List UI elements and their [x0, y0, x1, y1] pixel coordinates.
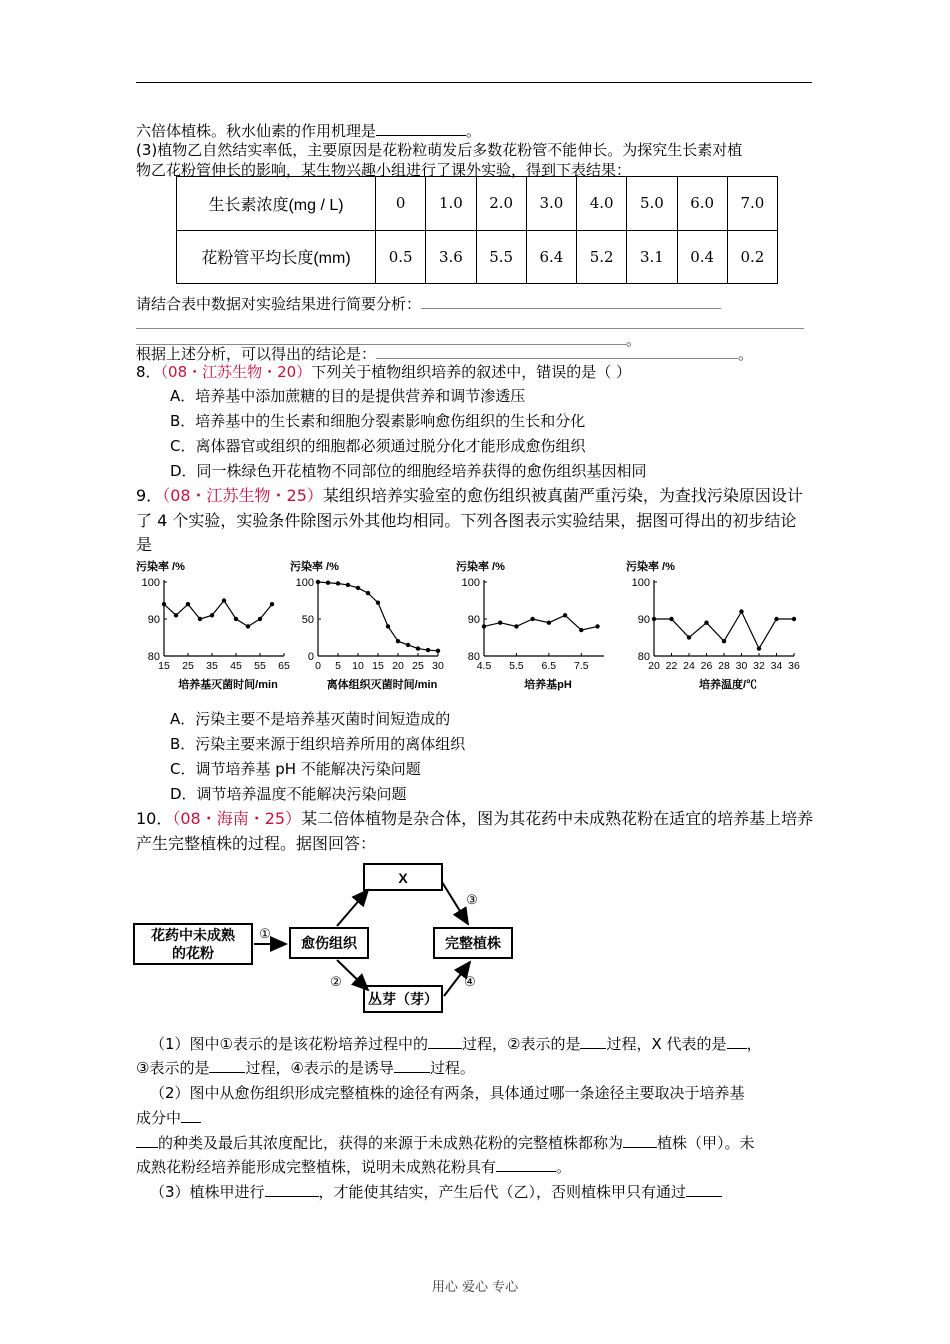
- shoot-label: 丛芽（芽）: [368, 991, 438, 1007]
- x-tick-label: 4.5: [476, 660, 492, 672]
- data-point: [739, 609, 743, 613]
- callus-label: 愈伤组织: [301, 935, 357, 951]
- data-point: [386, 624, 390, 628]
- text: ，才能使其结实，产生后代（乙），否则植株甲只有通过: [318, 1183, 687, 1201]
- data-point: [436, 649, 440, 653]
- data-point: [687, 635, 691, 639]
- text-line: (3)植物乙自然结实率低，主要原因是花粉粒萌发后多数花粉管不能伸长。为探究生长素对植: [136, 141, 743, 159]
- y-axis-label: 污染率 /%: [626, 561, 675, 573]
- data-point: [366, 591, 370, 595]
- table-cell: 2.0: [476, 177, 526, 231]
- table-cell: 6.0: [677, 177, 727, 231]
- x-tick-label: 36: [788, 660, 800, 672]
- table-cell: 3.6: [426, 230, 476, 284]
- answer-blank[interactable]: [181, 1108, 201, 1123]
- answer-blank[interactable]: [136, 330, 626, 345]
- series-line: [164, 601, 272, 627]
- data-point: [482, 624, 486, 628]
- data-point: [316, 580, 320, 584]
- answer-blank[interactable]: [136, 1133, 158, 1148]
- answer-blank[interactable]: [394, 1058, 430, 1073]
- data-point: [174, 613, 178, 617]
- x-axis-label: 离体组织灭菌时间/min: [326, 679, 438, 691]
- tissue-culture-diagram: [132, 860, 532, 1024]
- step-4-label: ④: [464, 974, 476, 989]
- y-tick-label: 100: [631, 577, 650, 589]
- table-cell: 6.4: [526, 230, 576, 284]
- answer-blank[interactable]: [376, 344, 738, 359]
- table-row: [177, 177, 778, 231]
- y-axis-label: 污染率 /%: [136, 561, 185, 573]
- chart-2: [286, 558, 446, 697]
- table-cell: 0.5: [376, 230, 426, 284]
- option-a[interactable]: A．培养基中添加蔗糖的目的是提供营养和调节渗透压: [170, 387, 526, 405]
- x-tick-label: 26: [700, 660, 713, 672]
- text: 。: [466, 122, 482, 140]
- text: 。: [626, 331, 642, 349]
- data-point: [774, 617, 778, 621]
- data-point: [498, 621, 502, 625]
- text: 根据上述分析，可以得出的结论是：: [136, 345, 377, 363]
- y-tick-label: 80: [467, 651, 480, 663]
- pollen-label-1: 花药中未成熟: [151, 927, 235, 943]
- data-point: [669, 617, 673, 621]
- chart-2-svg: [286, 558, 446, 693]
- q10-sub2-line3: [136, 1133, 755, 1153]
- chart-4-svg: [622, 558, 802, 693]
- data-point: [722, 639, 726, 643]
- question-text: 下列关于植物组织培养的叙述中，错误的是（ ）: [311, 363, 632, 381]
- y-tick-label: 90: [147, 614, 160, 626]
- data-point: [396, 639, 400, 643]
- q10-sub2: （2）图中从愈伤组织形成完整植株的途径有两条，具体通过哪一条途径主要取决于培养基: [150, 1084, 745, 1102]
- chart-3-svg: [452, 558, 612, 693]
- table-cell: 4.0: [577, 177, 627, 231]
- table-cell: 0.4: [677, 230, 727, 284]
- page-footer: 用心 爱心 专心: [431, 1280, 519, 1295]
- text: 请结合表中数据对实验结果进行简要分析：: [136, 295, 422, 313]
- table-cell: 5.2: [577, 230, 627, 284]
- x-tick-label: 20: [392, 660, 404, 672]
- step-2-label: ②: [330, 974, 342, 989]
- pollen-label-2: 的花粉: [172, 945, 214, 961]
- data-point: [186, 602, 190, 606]
- table-cell: 5.0: [627, 177, 677, 231]
- answer-blank[interactable]: [623, 1133, 657, 1148]
- diagram-svg: [132, 860, 532, 1020]
- chart-4: [622, 558, 802, 697]
- data-point: [356, 586, 360, 590]
- text: 过程，④表示的是诱导: [245, 1059, 394, 1077]
- table-cell: 0.2: [727, 230, 777, 284]
- option-b[interactable]: B．培养基中的生长素和细胞分裂素影响愈伤组织的生长和分化: [170, 412, 586, 430]
- question-number: 10．: [136, 809, 173, 828]
- table-cell: 7.0: [727, 177, 777, 231]
- y-axis-label: 污染率 /%: [290, 561, 339, 573]
- y-tick-label: 80: [147, 651, 160, 663]
- question-9-line2: 了 4 个实验，实验条件除图示外其他均相同。下列各图表示实验结果，据图可得出的初步结论: [136, 511, 797, 530]
- answer-blank[interactable]: [428, 1034, 462, 1049]
- data-point: [376, 601, 380, 605]
- data-point: [162, 602, 166, 606]
- x-tick-label: 34: [770, 660, 783, 672]
- data-point: [704, 621, 708, 625]
- text: ，: [746, 1035, 762, 1053]
- plant-label: 完整植株: [445, 935, 501, 951]
- text: （3）植株甲进行: [150, 1183, 265, 1201]
- question-number: 9．: [136, 486, 163, 505]
- text: 过程，②表示的是: [462, 1035, 581, 1053]
- question-source: （08・海南・25）: [172, 809, 302, 828]
- x-tick-label: 55: [254, 660, 266, 672]
- table-cell: 0: [376, 177, 426, 231]
- option-c[interactable]: C．调节培养基 pH 不能解决污染问题: [170, 760, 421, 778]
- question-9-line3: 是: [136, 535, 153, 554]
- text: 过程，X 代表的是: [606, 1035, 727, 1053]
- text-line: [136, 344, 753, 364]
- data-point: [416, 646, 420, 650]
- data-point: [210, 613, 214, 617]
- data-point: [579, 628, 583, 632]
- answer-blank[interactable]: [580, 1034, 606, 1049]
- data-point: [270, 602, 274, 606]
- x-tick-label: 28: [718, 660, 730, 672]
- text: 。: [738, 345, 754, 363]
- table-header-concentration: 生长素浓度(mg / L): [177, 177, 376, 231]
- y-tick-label: 100: [295, 577, 314, 589]
- auxin-table: [176, 176, 778, 284]
- question-source: （08・江苏生物・20）: [160, 363, 312, 381]
- text: ③表示的是: [136, 1059, 210, 1077]
- question-9-stem: [136, 486, 803, 506]
- option-d[interactable]: D．同一株绿色开花植物不同部位的细胞经培养获得的愈伤组织基因相同: [170, 462, 647, 480]
- q10-sub2-line4: [136, 1157, 571, 1177]
- arrow-x: [337, 890, 368, 926]
- data-point: [246, 624, 250, 628]
- x-tick-label: 25: [182, 660, 194, 672]
- data-point: [326, 581, 330, 585]
- answer-blank[interactable]: [686, 1182, 722, 1197]
- step-1-label: ①: [259, 926, 271, 941]
- data-point: [222, 598, 226, 602]
- question-10-stem: [136, 809, 813, 829]
- question-10-line2: 产生完整植株的过程。据图回答：: [136, 834, 377, 853]
- option-c[interactable]: C．离体器官或组织的细胞都必须通过脱分化才能形成愈伤组织: [170, 437, 586, 455]
- header-rule: [136, 82, 812, 83]
- table-cell: 3.1: [627, 230, 677, 284]
- text: 。: [556, 1158, 572, 1176]
- chart-3: [452, 558, 612, 697]
- data-point: [547, 621, 551, 625]
- question-number: 8．: [136, 363, 161, 381]
- y-tick-label: 50: [301, 614, 314, 626]
- x-axis-label: 培养温度/℃: [698, 679, 758, 691]
- text: 的种类及最后其浓度配比，获得的来源于未成熟花粉的完整植株都称为: [158, 1134, 624, 1152]
- y-tick-label: 100: [461, 577, 480, 589]
- step-3-label: ③: [466, 892, 478, 907]
- x-label: X: [398, 870, 408, 886]
- table-cell: 5.5: [476, 230, 526, 284]
- answer-blank[interactable]: [136, 314, 804, 329]
- x-tick-label: 15: [372, 660, 384, 672]
- text: 成分中: [136, 1109, 182, 1127]
- option-b[interactable]: B．污染主要来源于组织培养所用的离体组织: [170, 735, 466, 753]
- y-tick-label: 90: [637, 614, 650, 626]
- data-point: [336, 581, 340, 585]
- x-tick-label: 35: [206, 660, 218, 672]
- text-line: [136, 121, 481, 141]
- text: 过程。: [429, 1059, 475, 1077]
- question-source: （08・江苏生物・25）: [162, 486, 323, 505]
- x-tick-label: 45: [230, 660, 242, 672]
- series-line: [318, 582, 438, 651]
- text: 六倍体植株。秋水仙素的作用机理是: [136, 122, 377, 140]
- data-point: [346, 583, 350, 587]
- y-axis-label: 污染率 /%: [456, 561, 505, 573]
- x-tick-label: 10: [352, 660, 364, 672]
- data-point: [258, 617, 262, 621]
- data-point: [792, 617, 796, 621]
- data-point: [530, 617, 534, 621]
- text-line: [136, 294, 721, 314]
- x-tick-label: 65: [278, 660, 290, 672]
- y-tick-label: 80: [637, 651, 650, 663]
- q10-sub3: [150, 1182, 722, 1202]
- table-cell: 3.0: [526, 177, 576, 231]
- q10-sub1-line2: [136, 1058, 475, 1078]
- data-point: [563, 613, 567, 617]
- option-d[interactable]: D．调节培养温度不能解决污染问题: [170, 785, 407, 803]
- x-tick-label: 5: [335, 660, 341, 672]
- x-tick-label: 0: [315, 660, 321, 672]
- chart-1-svg: [132, 558, 292, 693]
- x-tick-label: 20: [648, 660, 660, 672]
- data-point: [514, 624, 518, 628]
- data-point: [426, 648, 430, 652]
- x-tick-label: 5.5: [509, 660, 524, 672]
- y-tick-label: 90: [467, 614, 480, 626]
- x-tick-label: 6.5: [541, 660, 557, 672]
- answer-blank[interactable]: [421, 294, 721, 309]
- answer-blank[interactable]: [727, 1034, 747, 1049]
- data-point: [406, 643, 410, 647]
- data-point: [198, 617, 202, 621]
- x-axis-label: 培养基pH: [524, 679, 572, 691]
- data-point: [652, 617, 656, 621]
- x-tick-label: 32: [753, 660, 765, 672]
- x-axis-label: 培养基灭菌时间/min: [178, 679, 278, 691]
- q10-sub1: [150, 1034, 762, 1054]
- table-header-length: 花粉管平均长度(mm): [177, 230, 376, 284]
- option-a[interactable]: A．污染主要不是培养基灭菌时间短造成的: [170, 710, 451, 728]
- x-tick-label: 24: [683, 660, 695, 672]
- text: 成熟花粉经培养能形成完整植株，说明未成熟花粉具有: [136, 1158, 497, 1176]
- y-tick-label: 100: [141, 577, 160, 589]
- data-point: [757, 646, 761, 650]
- x-tick-label: 30: [735, 660, 748, 672]
- q10-sub2-line2: [136, 1108, 201, 1128]
- answer-blank[interactable]: [496, 1157, 556, 1172]
- question-8-stem: [136, 362, 631, 382]
- y-tick-label: 0: [307, 651, 314, 663]
- question-text: 某组织培养实验室的愈伤组织被真菌严重污染，为查找污染原因设计: [322, 486, 803, 505]
- answer-blank[interactable]: [376, 121, 466, 136]
- data-point: [595, 624, 599, 628]
- text: 植株（甲）。未: [657, 1134, 755, 1152]
- question-text: 某二倍体植物是杂合体，图为其花药中未成熟花粉在适宜的培养基上培养: [301, 809, 814, 828]
- text: （1）图中①表示的是该花粉培养过程中的: [150, 1035, 428, 1053]
- text-line: 物乙花粉管伸长的影响，某生物兴趣小组进行了课外实验，得到下表结果：: [136, 161, 632, 179]
- x-tick-label: 7.5: [573, 660, 589, 672]
- x-tick-label: 22: [665, 660, 678, 672]
- data-point: [234, 617, 238, 621]
- answer-blank[interactable]: [265, 1182, 319, 1197]
- x-tick-label: 15: [158, 660, 170, 672]
- table-row: [177, 230, 778, 284]
- table-cell: 1.0: [426, 177, 476, 231]
- x-tick-label: 25: [412, 660, 424, 672]
- x-tick-label: 30: [432, 660, 444, 672]
- chart-1: [132, 558, 292, 697]
- arrow-3: [442, 882, 468, 924]
- answer-blank[interactable]: [209, 1058, 245, 1073]
